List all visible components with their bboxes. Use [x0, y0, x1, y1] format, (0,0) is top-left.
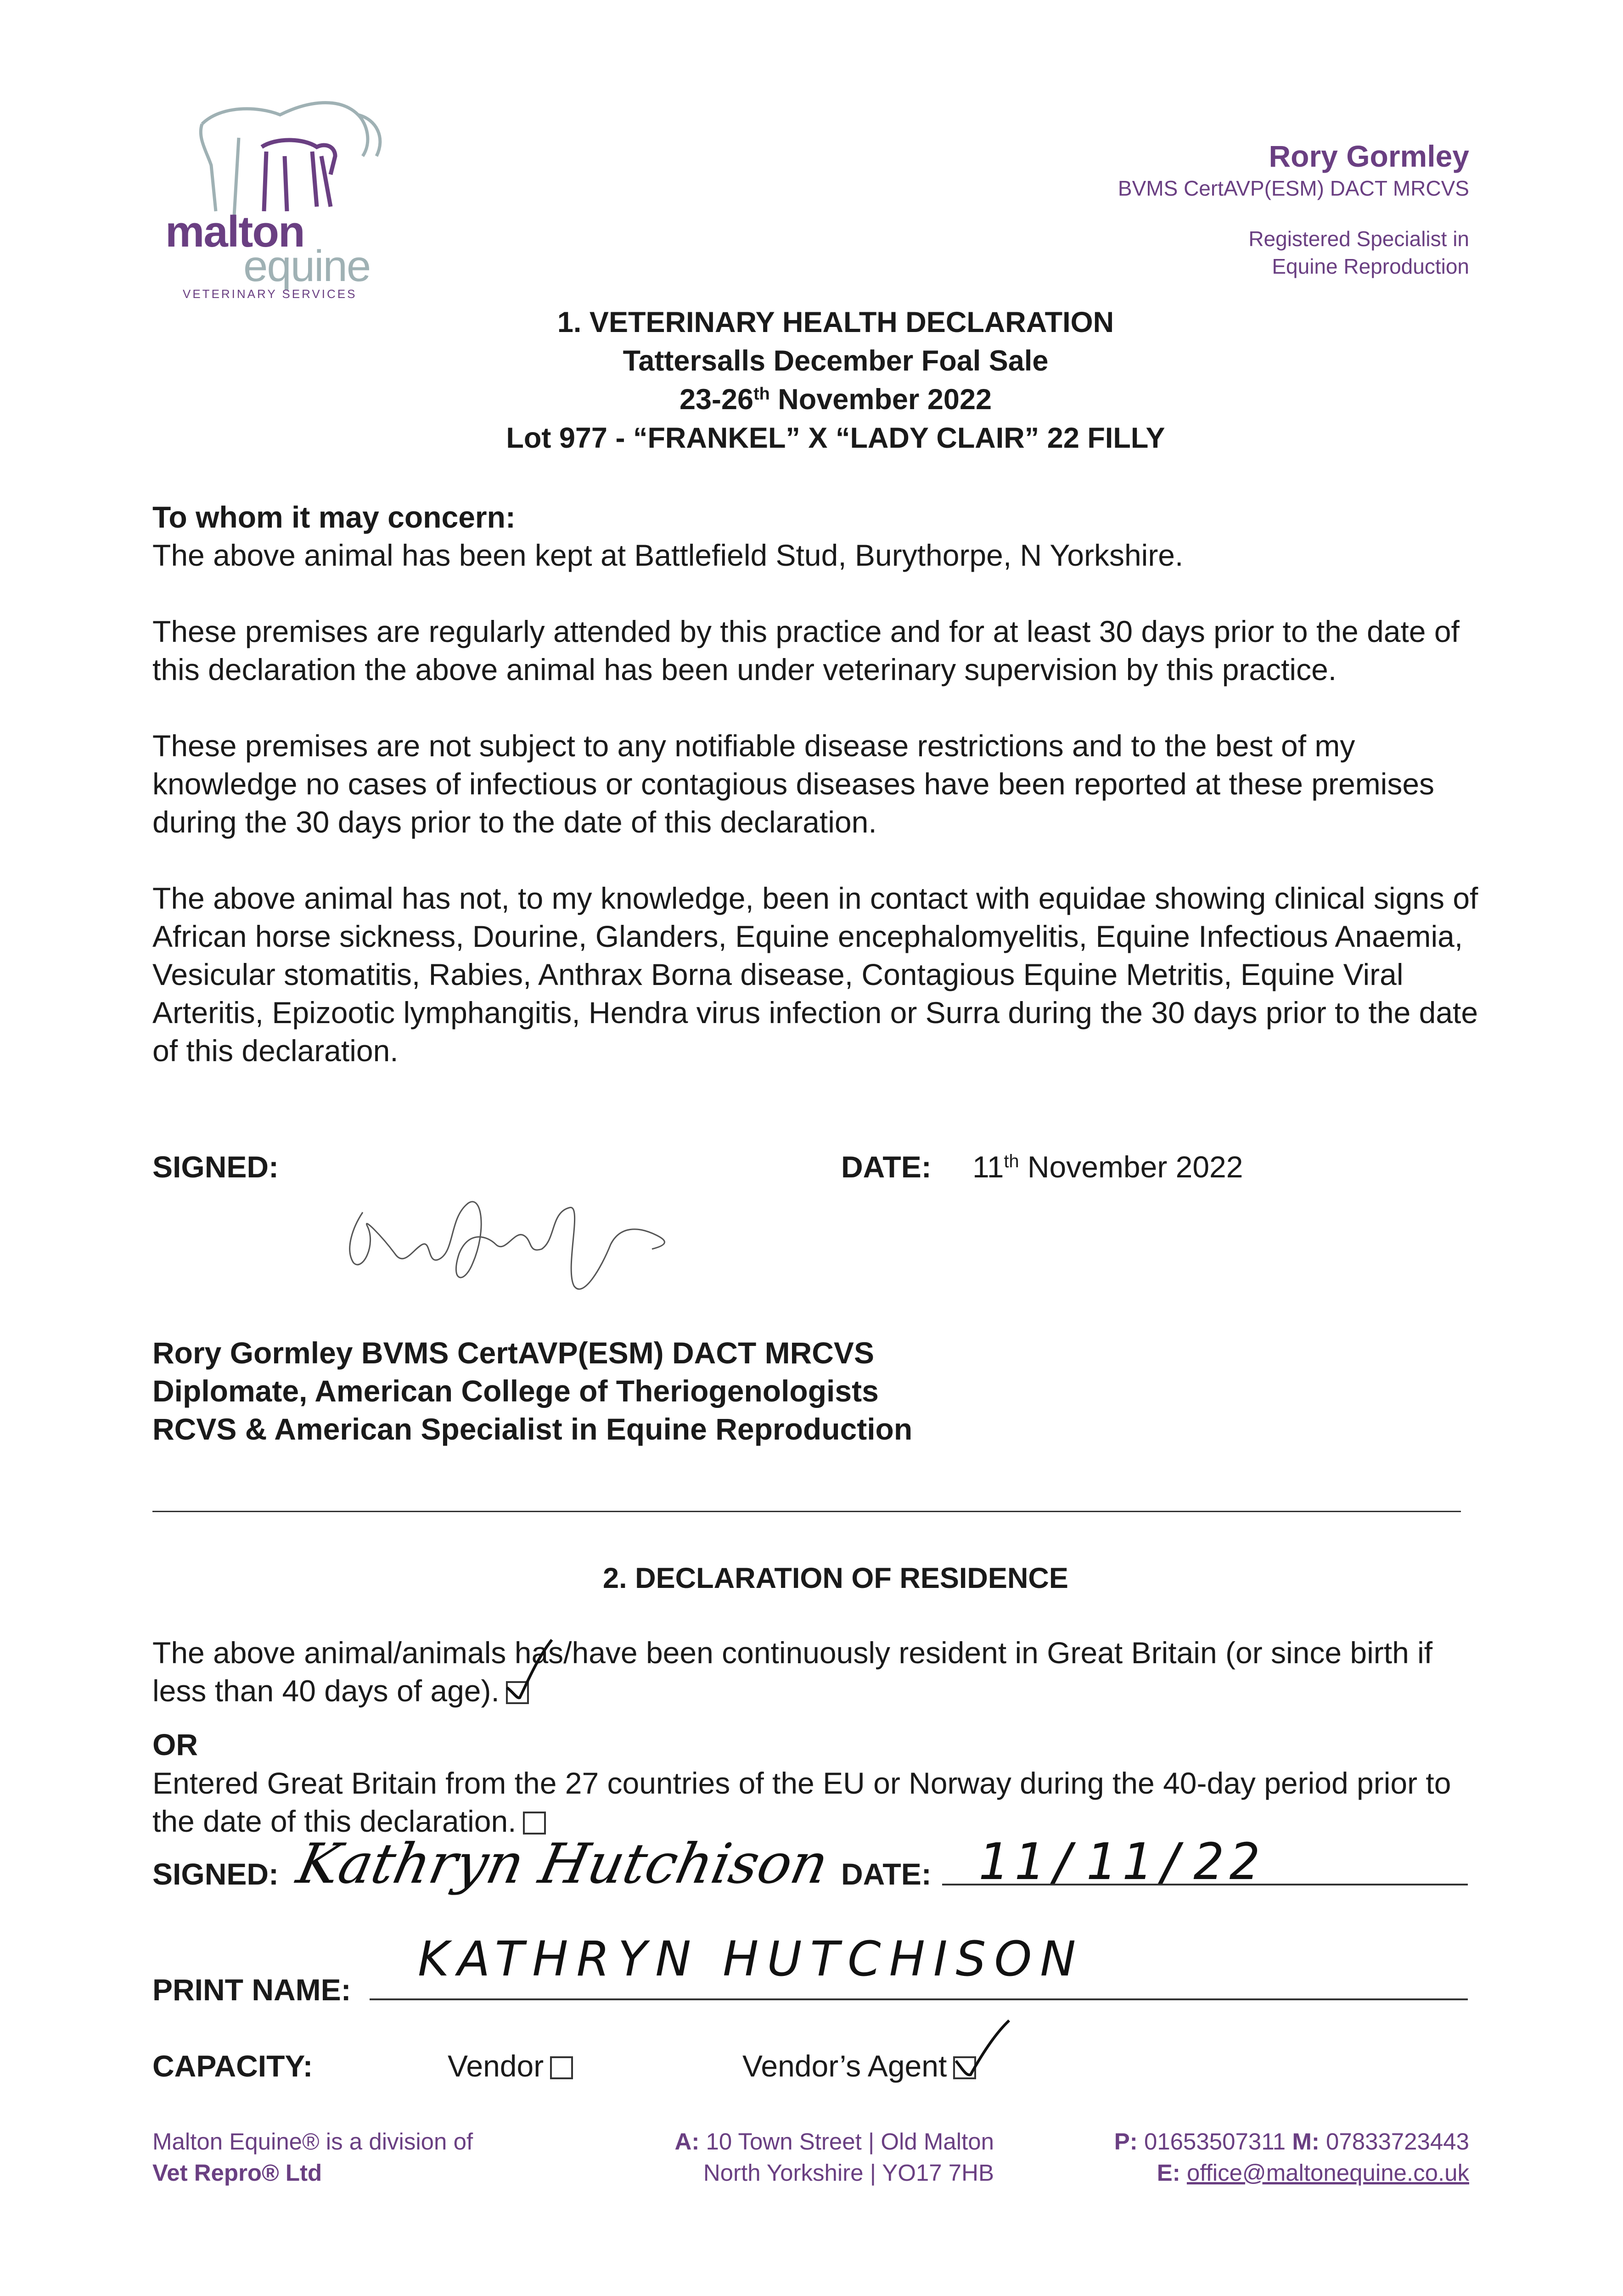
- footer-division: Malton Equine® is a division of: [152, 2128, 473, 2155]
- logo-tagline: VETERINARY SERVICES: [183, 287, 357, 301]
- vet-name: Rory Gormley: [1269, 139, 1469, 173]
- logo: [165, 96, 404, 308]
- capacity-label: CAPACITY:: [152, 2049, 313, 2083]
- section2-signed-label: SIGNED:: [152, 1857, 279, 1891]
- paragraph-location: The above animal has been kept at Battlefield Stud, Burythorpe, N Yorkshire.: [152, 538, 1184, 572]
- section2-title: 2. DECLARATION OF RESIDENCE: [603, 1562, 1068, 1594]
- email-label: E:: [1157, 2160, 1180, 2186]
- sale-dates: 23-26th November 2022: [679, 383, 992, 416]
- section2-date-value[interactable]: 11/11/22: [978, 1832, 1265, 1891]
- section2-date-label: DATE:: [841, 1857, 932, 1891]
- logo-word-equine: equine: [243, 242, 371, 291]
- section1-heading: [275, 303, 1396, 457]
- capacity-vendor: Vendor: [448, 2047, 573, 2085]
- print-name-value[interactable]: KATHRYN HUTCHISON: [418, 1931, 1084, 1987]
- section1-body: [152, 498, 1484, 1070]
- address-line2: North Yorkshire | YO17 7HB: [703, 2160, 994, 2186]
- address-line1: 10 Town Street | Old Malton: [706, 2128, 994, 2155]
- sale-name: Tattersalls December Foal Sale: [623, 345, 1049, 377]
- signatory-block: [152, 1334, 912, 1448]
- signatory-specialist: RCVS & American Specialist in Equine Reproduction: [152, 1412, 913, 1446]
- capacity-agent: Vendor’s Agent: [742, 2047, 976, 2085]
- footer-contact: [964, 2126, 1469, 2189]
- logo-word-malton: malton: [165, 207, 304, 256]
- section1-signed-label: SIGNED:: [152, 1150, 279, 1184]
- lot-description: Lot 977 - “FRANKEL” X “LADY CLAIR” 22 FILLY: [506, 422, 1165, 454]
- vet-credentials: BVMS CertAVP(ESM) DACT MRCVS: [1118, 176, 1469, 200]
- phone-number: 01653507311: [1144, 2128, 1286, 2155]
- phone-label: P:: [1114, 2128, 1138, 2155]
- or-label: OR: [152, 1728, 198, 1761]
- vendor-checkbox[interactable]: [550, 2056, 573, 2079]
- vet-specialist-line2: Equine Reproduction: [1272, 254, 1469, 278]
- email-link[interactable]: office@maltonequine.co.uk: [1186, 2160, 1469, 2186]
- vet-signature: [335, 1176, 684, 1309]
- signatory-name: Rory Gormley BVMS CertAVP(ESM) DACT MRCVS: [152, 1336, 874, 1370]
- horse-logo-icon: [184, 96, 395, 225]
- residence-option-1: The above animal/animals has/have been continuously resident in Great Britain (or since birth if less than 40 days of age).: [152, 1636, 1433, 1708]
- residence-checkbox-2[interactable]: [523, 1812, 546, 1835]
- signatory-diplomate: Diplomate, American College of Theriogenologists: [152, 1374, 879, 1408]
- salutation: To whom it may concern:: [152, 500, 516, 534]
- paragraph-restrictions: These premises are not subject to any notifiable disease restrictions and to the best of my knowledge no cases of infectious or contagious diseases have been reported at these premises during the 30 days prior to the date of this declaration.: [152, 729, 1435, 839]
- vendor-signature: Kathryn Hutchison: [292, 1832, 834, 1896]
- vet-specialist-line1: Registered Specialist in: [1248, 227, 1469, 251]
- footer-left: [152, 2126, 473, 2189]
- residence-checkbox-1[interactable]: [506, 1681, 529, 1704]
- paragraph-supervision: These premises are regularly attended by this practice and for at least 30 days prior to the date of this declaration the above animal has been under veterinary supervision by this practice.: [152, 614, 1460, 687]
- section1-date-label: DATE:: [841, 1150, 932, 1184]
- section1-date-value: 11th November 2022: [972, 1150, 1243, 1184]
- mobile-label: M:: [1292, 2128, 1320, 2155]
- vet-header: [964, 138, 1469, 280]
- vendors-agent-checkbox[interactable]: [953, 2056, 976, 2079]
- residence-option-2: Entered Great Britain from the 27 countries of the EU or Norway during the 40-day period prior to the date of this declaration.: [152, 1766, 1451, 1838]
- checkmark-icon: [504, 1637, 555, 1701]
- mobile-number: 07833723443: [1325, 2128, 1469, 2155]
- print-name-label: PRINT NAME:: [152, 1973, 351, 2007]
- section-divider: [152, 1511, 1461, 1512]
- address-label: A:: [674, 2128, 700, 2155]
- checkmark-icon: [952, 2017, 1012, 2081]
- paragraph-contact: The above animal has not, to my knowledge, been in contact with equidae showing clinical signs of African horse sickness, Dourine, Glanders, Equine encephalomyelitis, Equine Infectious Anaemia, Vesicular stomatitis, Rabies, Anthrax Borna disease, Contagious Equine Metritis, Equine Viral Arteritis, Epizootic lymphangitis, Hendra virus infection or Surra during the 30 days prior to the date of this declaration.: [152, 881, 1478, 1068]
- footer-address: [578, 2126, 994, 2189]
- footer-company: Vet Repro® Ltd: [152, 2160, 322, 2186]
- section1-title: 1. VETERINARY HEALTH DECLARATION: [557, 306, 1114, 338]
- print-name-line: [370, 1998, 1468, 2000]
